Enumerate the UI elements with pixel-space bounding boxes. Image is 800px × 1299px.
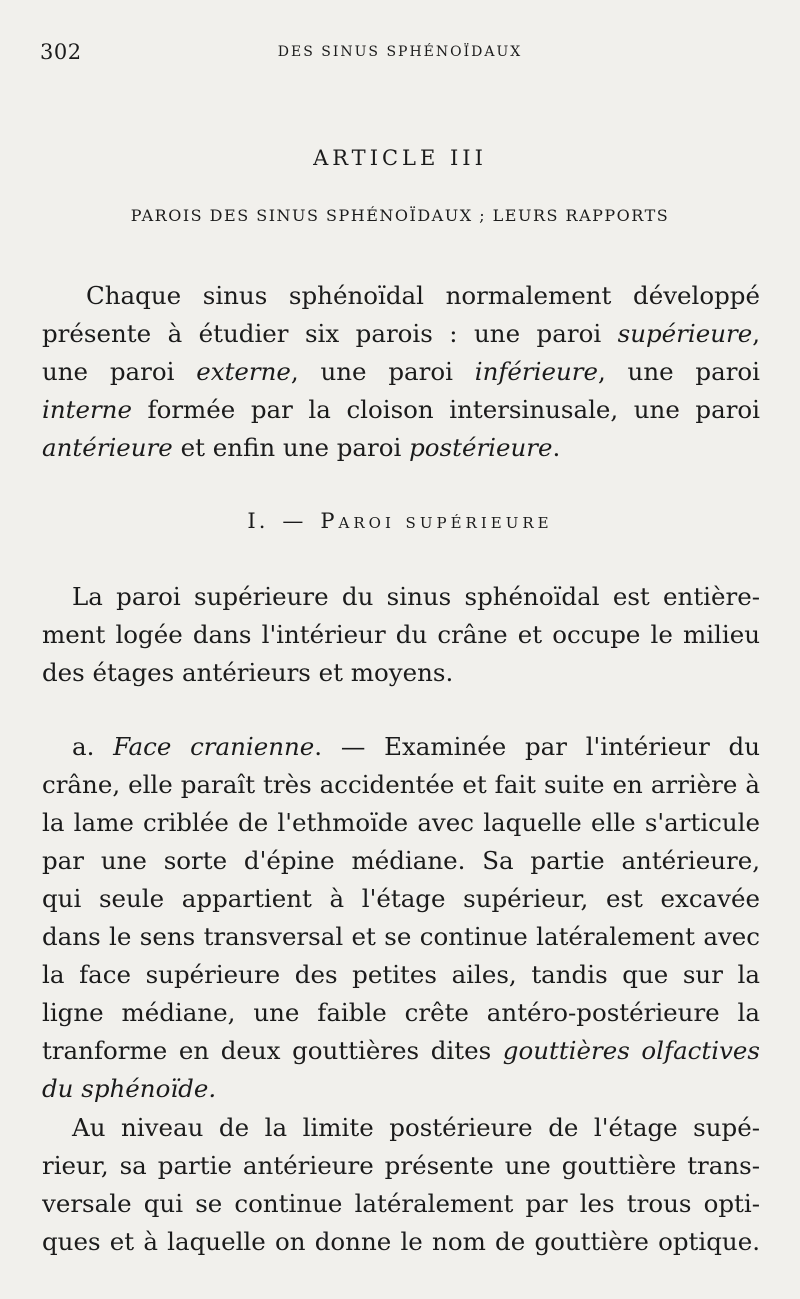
text-line: antérieure et enfin une paroi postérieure. <box>42 433 561 462</box>
text-line: La paroi supérieure du sinus sphénoïdal est entière- <box>72 582 760 611</box>
section-numeral: I. <box>247 509 269 533</box>
section-title: Paroi supérieure <box>320 509 553 533</box>
text-line: tranforme en deux gouttières dites gouttières olfactives <box>42 1036 760 1065</box>
section-heading <box>0 509 800 533</box>
text-line: des étages antérieurs et moyens. <box>42 658 454 687</box>
running-head <box>40 40 760 70</box>
page-number: 302 <box>40 40 82 64</box>
text-line: crâne, elle paraît très accidentée et fait suite en arrière à <box>42 770 760 799</box>
text-line: dans le sens transversal et se continue latéralement avec <box>42 922 760 951</box>
text-line: une paroi externe, une paroi inférieure, une paroi <box>42 357 760 386</box>
paragraph-superior-wall <box>42 578 760 692</box>
text-line: a. Face cranienne. — Examinée par l'intérieur du <box>72 732 760 761</box>
article-heading: ARTICLE III <box>313 146 487 170</box>
text-line: la lame criblée de l'ethmoïde avec laquelle elle s'articule <box>42 808 760 837</box>
section-dash: — <box>282 509 307 533</box>
intro-paragraph <box>42 277 760 467</box>
text-line: interne formée par la cloison intersinusale, une paroi <box>42 395 760 424</box>
paragraph-cranial-face <box>42 728 760 1108</box>
paragraph-optic-groove <box>42 1109 760 1261</box>
text-line: du sphénoïde. <box>42 1074 217 1103</box>
text-line: rieur, sa partie antérieure présente une gouttière trans- <box>42 1151 760 1180</box>
text-line: qui seule appartient à l'étage supérieur, est excavée <box>42 884 760 913</box>
text-line: la face supérieure des petites ailes, tandis que sur la <box>42 960 760 989</box>
text-line: Chaque sinus sphénoïdal normalement développé <box>86 281 760 310</box>
text-line: ment logée dans l'intérieur du crâne et occupe le milieu <box>42 620 760 649</box>
running-title: DES SINUS SPHÉNOÏDAUX <box>277 44 523 60</box>
text-line: Au niveau de la limite postérieure de l'étage supé- <box>72 1113 760 1142</box>
text-line: présente à étudier six parois : une paroi supérieure, <box>42 319 760 348</box>
text-line: versale qui se continue latéralement par les trous opti- <box>42 1189 760 1218</box>
article-subtitle: PAROIS DES SINUS SPHÉNOÏDAUX ; LEURS RAPPORTS <box>130 206 670 225</box>
text-line: par une sorte d'épine médiane. Sa partie antérieure, <box>42 846 760 875</box>
text-line: ques et à laquelle on donne le nom de gouttière optique. <box>42 1227 760 1256</box>
text-line: ligne médiane, une faible crête antéro-postérieure la <box>42 998 760 1027</box>
